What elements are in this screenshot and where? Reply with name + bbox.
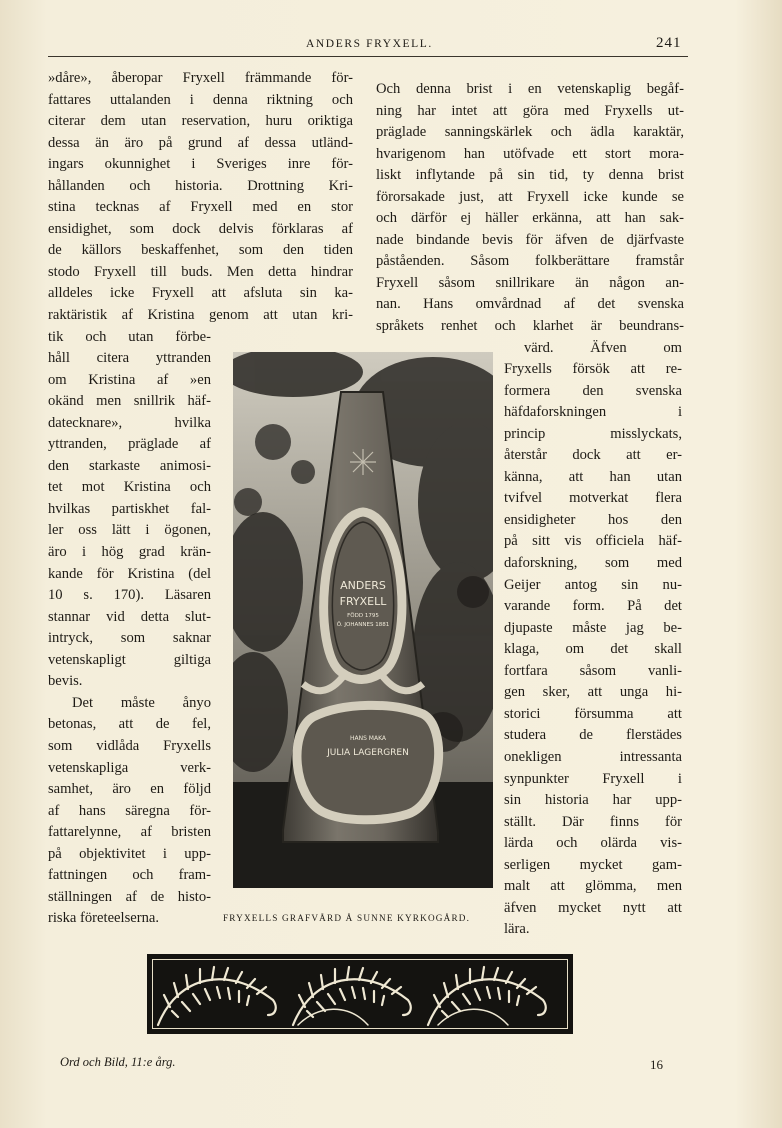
text-line: klaga, om det skall	[504, 641, 682, 658]
text-line: malt att glömma, men	[504, 878, 682, 895]
text-line: intryck, som saknar	[48, 630, 211, 647]
fern-ornament	[147, 954, 573, 1034]
text-line: daforskning, som med	[504, 555, 682, 572]
text-line: tet mot Kristina och	[48, 479, 211, 496]
stone-name-first: ANDERS	[340, 579, 386, 592]
text-line: princip misslyckats,	[504, 425, 682, 442]
text-line: lära.	[504, 921, 530, 938]
text-line: vetenskapliga verk-	[48, 759, 211, 776]
text-line: fortfara såsom vanli-	[504, 662, 682, 679]
text-line: Fryxell såsom snillrikare än någon an-	[376, 274, 684, 291]
text-line: fattningen och fram-	[48, 867, 211, 884]
text-line: riska företeelserna.	[48, 910, 160, 927]
text-line: ler oss lätt i ögonen,	[48, 522, 211, 539]
text-line: stannar vid detta slut-	[48, 608, 211, 625]
text-line: nade bindande bevis för äfven de djärfvaste	[376, 231, 684, 248]
text-line: språkets renhet och klarhet är beundrans-	[376, 318, 684, 335]
text-line: vetenskapligt giltiga	[48, 651, 211, 668]
text-line: och därför ej häller erkänna, att han sak-	[376, 210, 684, 227]
running-header	[0, 36, 782, 56]
stone-name-last: FRYXELL	[339, 595, 387, 608]
signature-number: 16	[650, 1057, 663, 1072]
fern-ornament-icon	[148, 955, 574, 1035]
text-line: storici försumma att	[504, 705, 682, 722]
journal-footer: Ord och Bild, 11:e årg.	[60, 1055, 176, 1069]
text-line: Geijer antog sin nu-	[504, 576, 682, 593]
text-line: citerar dem utan reservation, huru oriktiga	[48, 113, 353, 130]
text-line: okänd men snillrik häf-	[48, 393, 211, 410]
text-line: kande för Kristina (del	[48, 565, 211, 582]
text-line: förorsakade just, att Fryxell icke kunde se	[376, 188, 684, 205]
text-line: Och denna brist i en vetenskaplig begåf-	[376, 81, 684, 97]
text-line: formera den svenska	[504, 382, 682, 399]
text-line: ensidigheter hos den	[504, 511, 682, 528]
text-line: värd. Äfven om	[524, 339, 682, 356]
text-line: lärda och olärda vis-	[504, 835, 682, 852]
text-line: häfdaforskningen i	[504, 404, 682, 421]
figure-caption: FRYXELLS GRAFVÅRD Å SUNNE KYRKOGÅRD.	[223, 913, 471, 923]
text-line: liskt inflytande på sin tid, ty denna brist	[376, 167, 684, 184]
text-line: de källors beskaffenhet, som den tiden	[48, 242, 353, 259]
stone-died: Ö. JOHANNES 1881	[336, 622, 390, 628]
text-line: håll citera yttranden	[48, 350, 211, 367]
text-line: hvilkas partiskhet fal-	[48, 500, 211, 517]
text-line: samhet, äro en följd	[48, 781, 211, 798]
gravestone-photo	[233, 352, 493, 888]
text-line: alldeles icke Fryxell att afsluta sin ka-	[48, 285, 353, 302]
text-line: känna, att han utan	[504, 468, 682, 485]
gravestone-illustration	[233, 352, 493, 888]
page-number: 241	[656, 35, 682, 51]
text-line: på objektivitet i upp-	[48, 845, 211, 862]
text-line: ställningen af de histo-	[48, 888, 211, 905]
running-title: ANDERS FRYXELL.	[306, 38, 433, 50]
text-line: återstår dock att er-	[504, 447, 682, 464]
text-line: studera de flerstädes	[504, 727, 682, 744]
text-line: dessa än äro på grund af dessa utländ-	[48, 134, 353, 151]
text-line: tvifvel motverkat flera	[504, 490, 682, 507]
text-line: på sitt vis officiela häf-	[504, 533, 682, 550]
text-line: hållanden och historia. Drottning Kri-	[48, 177, 353, 194]
text-line: äfven mycket nytt att	[504, 899, 682, 916]
header-rule	[48, 56, 688, 57]
text-line: präglade sanningskärlek och ädla karaktär,	[376, 124, 684, 141]
text-line: bevis.	[48, 673, 83, 690]
text-line: ning har intet att göra med Fryxells ut-	[376, 102, 684, 119]
text-line: fattares uttalanden i denna riktning och	[48, 91, 353, 108]
text-line: betonas, att de fel,	[48, 716, 211, 733]
text-line: raktäristik af Kristina genom att utan kri-	[48, 307, 353, 324]
text-line: Fryxells försök att re-	[504, 361, 682, 378]
text-line: om Kristina af »en	[48, 371, 211, 388]
text-line: 10 s. 170). Läsaren	[48, 587, 211, 604]
text-line: hvarigenom han utöfvade ett stort mora-	[376, 145, 684, 162]
text-line: gen sker, att unga hi-	[504, 684, 682, 701]
text-line: djupaste måste jag be-	[504, 619, 682, 636]
text-line: som vidlåda Fryxells	[48, 737, 211, 754]
text-line: serligen mycket gam-	[504, 856, 682, 873]
stone-spouse-label: HANS MAKA	[349, 735, 387, 742]
text-line: påståenden. Såsom folkberättare framstår	[376, 253, 684, 270]
text-line: datecknare», hvilka	[48, 414, 211, 431]
text-line: sin historia har upp-	[504, 792, 682, 809]
text-line: ingars okunnighet i Sveriges inre för-	[48, 156, 353, 173]
text-line: Det måste ånyo	[72, 694, 211, 711]
text-line: äro i hög grad krän-	[48, 544, 211, 561]
text-line: tik och utan förbe-	[48, 328, 211, 345]
text-line: »dåre», åberopar Fryxell främmande för-	[48, 70, 353, 86]
text-line: ensidighet, som dock delvis förklaras af	[48, 220, 353, 237]
text-line: onekligen intressanta	[504, 748, 682, 765]
text-line: af hans säregna för-	[48, 802, 211, 819]
text-line: yttranden, präglade af	[48, 436, 211, 453]
text-line: stodo Fryxell till buds. Men detta hindrar	[48, 263, 353, 280]
text-line: synpunkter Fryxell i	[504, 770, 682, 787]
text-line: stina tecknas af Fryxell med en stor	[48, 199, 353, 216]
stone-born: FÖDD 1795	[347, 613, 379, 619]
text-line: ställt. Där finns för	[504, 813, 682, 830]
text-line: varande form. På det	[504, 598, 682, 615]
text-line: nan. Hans omvårdnad af det svenska	[376, 296, 684, 313]
stone-spouse-name: JULIA LAGERGREN	[327, 748, 409, 758]
text-line: fattarelynne, af bristen	[48, 824, 211, 841]
text-line: den starkaste animosi-	[48, 457, 211, 474]
